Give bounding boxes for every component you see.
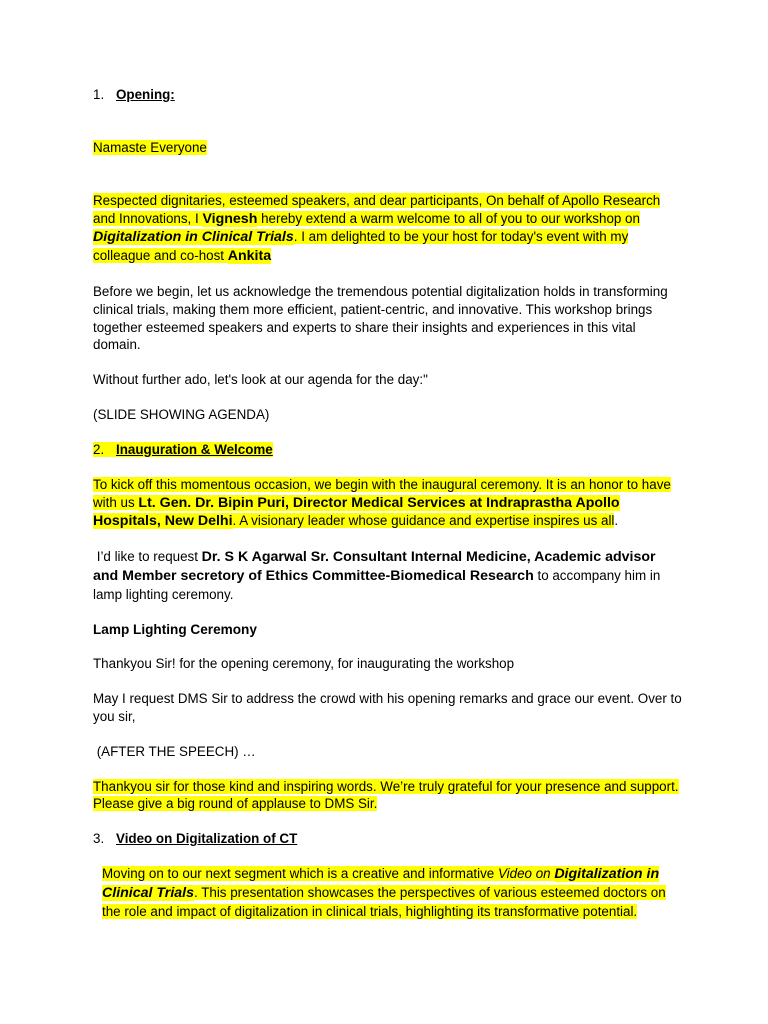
welcome-text-1: Respected dignitaries, esteemed speakers, and dear participants, On behalf of Apollo Research and Innovations, I: [93, 192, 661, 226]
namaste-text: Namaste Everyone: [93, 140, 207, 155]
section-2-number: 2.: [93, 441, 105, 457]
video-text-1: Moving on to our next segment which is a creative and informative: [102, 866, 498, 882]
video-text-italic: Video on: [497, 866, 555, 882]
kickoff-paragraph: [93, 476, 683, 531]
section-3-title: Video on Digitalization of CT: [116, 831, 298, 847]
welcome-text-2: hereby extend a warm welcome to all of you to our workshop on: [257, 210, 640, 226]
agenda-intro: Without further ado, let's look at our agenda for the day:": [93, 372, 428, 388]
section-1-heading: [93, 86, 683, 104]
before-paragraph: Before we begin, let us acknowledge the tremendous potential digitalization holds in transforming clinical trials, making them more efficient, patient-centric, and innovative. This workshop brings together esteemed speakers and experts to share their insights and experiences in this vital domain.: [93, 283, 668, 353]
section-3-heading: [93, 830, 683, 848]
thankyou-opening: Thankyou Sir! for the opening ceremony, for inaugurating the workshop: [93, 656, 515, 672]
lamp-ceremony-heading: Lamp Lighting Ceremony: [93, 621, 257, 637]
namaste-line: [93, 139, 683, 157]
slide-note: (SLIDE SHOWING AGENDA): [93, 406, 270, 422]
host-name: Vignesh: [202, 210, 258, 227]
welcome-text-3: . I am delighted to be your host for today's event with my colleague and co-host: [93, 229, 629, 264]
section-3-number: 3.: [93, 831, 105, 847]
request-paragraph: [93, 548, 683, 603]
request-dms: May I request DMS Sir to address the crowd with his opening remarks and grace our event. Over to you sir,: [93, 691, 682, 724]
request-text-2: to accompany him in lamp lighting ceremony.: [93, 567, 661, 602]
welcome-paragraph: [93, 192, 683, 266]
thankyou-dms-text: Thankyou sir for those kind and inspiring words. We’re truly grateful for your presence and support. Please give a big round of applause to DMS Sir.: [93, 778, 679, 812]
kickoff-text-2: . A visionary leader whose guidance and expertise inspires us all: [232, 513, 615, 529]
document-page: [93, 86, 683, 921]
chief-guest-name: Lt. Gen. Dr. Bipin Puri, Director Medical Services at Indraprastha Apollo Hospitals, New Delhi: [93, 494, 620, 530]
video-text-2: . This presentation showcases the perspectives of various esteemed doctors on the role and impact of digitalization in clinical trials, highlighting its transformative potential.: [102, 884, 666, 919]
section-2-title: Inauguration & Welcome: [116, 441, 273, 457]
section-2-heading: [93, 441, 683, 459]
section-1-title: Opening:: [116, 87, 175, 102]
kickoff-text-3: .: [614, 513, 619, 529]
video-paragraph: [93, 865, 683, 920]
cohost-name: Ankita: [227, 248, 272, 265]
request-text-1: I’d like to request: [93, 549, 202, 565]
workshop-title: Digitalization in Clinical Trials: [93, 229, 294, 246]
after-speech-note: (AFTER THE SPEECH) …: [93, 743, 256, 759]
video-title: Digitalization in Clinical Trials: [102, 866, 660, 901]
section-1-number: 1.: [93, 87, 105, 102]
section-2-highlight: [93, 442, 273, 457]
kickoff-text-1: To kick off this momentous occasion, we begin with the inaugural ceremony. It is an honor to have with us: [93, 476, 671, 510]
guest-name: Dr. S K Agarwal Sr. Consultant Internal Medicine, Academic advisor and Member secretory of Ethics Committee-Biomedical Research: [93, 549, 656, 584]
thankyou-dms-paragraph: [93, 778, 683, 814]
